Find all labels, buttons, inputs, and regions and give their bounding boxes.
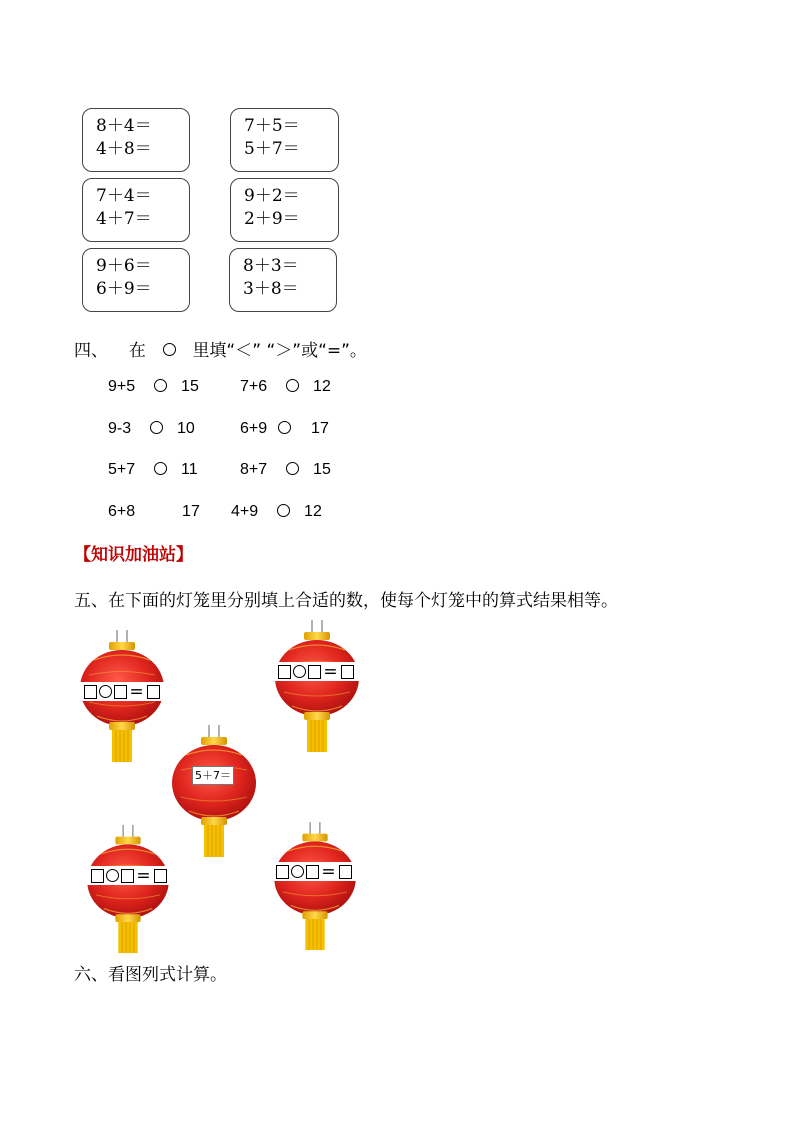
- lantern-5: [271, 822, 359, 952]
- lantern-center: [170, 725, 258, 859]
- blank-square-icon[interactable]: [306, 865, 319, 879]
- comparison-item: [240, 378, 331, 396]
- lantern-4: [84, 825, 172, 955]
- section-text: 里填“＜” “＞”或“=”。: [192, 341, 367, 361]
- blank-circle-icon[interactable]: [99, 685, 112, 698]
- equation-line: 7＋4＝: [96, 186, 152, 206]
- blank-square-icon[interactable]: [147, 685, 160, 699]
- center-lantern-label: 5＋7＝: [192, 766, 234, 785]
- number: 11: [181, 461, 198, 478]
- equation-box-5: [82, 248, 190, 312]
- equation-box-2: [230, 108, 339, 172]
- section-5-heading: 五、在下面的灯笼里分别填上合适的数，使每个灯笼中的算式结果相等。: [74, 591, 618, 611]
- comparison-item: [108, 420, 195, 438]
- circle-icon[interactable]: [154, 379, 167, 392]
- circle-icon[interactable]: [286, 379, 299, 392]
- comparison-item: [240, 461, 331, 479]
- blank-square-icon[interactable]: [339, 865, 352, 879]
- equation-box-3: [82, 178, 190, 242]
- comparison-item: [108, 378, 199, 396]
- blank-square-icon[interactable]: [114, 685, 127, 699]
- equation-line: 8＋3＝: [243, 256, 299, 276]
- expression: 5+7: [108, 461, 136, 478]
- blank-circle-icon[interactable]: [293, 665, 306, 678]
- circle-icon[interactable]: [278, 421, 291, 434]
- section-text: 在: [128, 341, 146, 361]
- equation-line: 4＋7＝: [96, 209, 152, 229]
- circle-icon[interactable]: [150, 421, 163, 434]
- knowledge-title: 【知识加油站】: [74, 545, 193, 565]
- blank-square-icon[interactable]: [308, 665, 321, 679]
- section-number: 四、: [74, 341, 108, 361]
- number: 17: [182, 503, 200, 520]
- expression: 6+8: [108, 503, 136, 520]
- circle-icon[interactable]: [154, 462, 167, 475]
- blank-square-icon[interactable]: [341, 665, 354, 679]
- equation-line: 5＋7＝: [244, 139, 300, 159]
- lantern-2: [273, 620, 361, 754]
- lantern-2-equation: =: [270, 662, 362, 681]
- blank-square-icon[interactable]: [91, 869, 104, 883]
- expression: 4+9: [231, 503, 259, 520]
- equation-box-6: [229, 248, 337, 312]
- number: 10: [177, 420, 195, 437]
- comparison-item: [108, 503, 200, 521]
- blank-circle-icon[interactable]: [106, 869, 119, 882]
- number: 15: [313, 461, 331, 478]
- lantern-4-equation: =: [84, 866, 174, 885]
- expression: 7+6: [240, 378, 268, 395]
- comparison-item: [231, 503, 322, 521]
- equation-line: 9＋2＝: [244, 186, 300, 206]
- circle-icon[interactable]: [277, 504, 290, 517]
- blank-square-icon[interactable]: [276, 865, 289, 879]
- circle-icon: [163, 343, 176, 356]
- equation-line: 7＋5＝: [244, 116, 300, 136]
- lantern-5-equation: =: [268, 862, 360, 881]
- expression: 6+9: [240, 420, 268, 437]
- circle-icon[interactable]: [286, 462, 299, 475]
- blank-circle-icon[interactable]: [291, 865, 304, 878]
- lantern-1-equation: =: [76, 682, 168, 701]
- number: 12: [313, 378, 331, 395]
- blank-square-icon[interactable]: [154, 869, 167, 883]
- equation-line: 6＋9＝: [96, 279, 152, 299]
- equation-line: 8＋4＝: [96, 116, 152, 136]
- expression: 9+5: [108, 378, 136, 395]
- comparison-item: [108, 461, 198, 479]
- section-6-heading: 六、看图列式计算。: [74, 965, 227, 985]
- section-4-heading: [74, 336, 367, 361]
- number: 12: [304, 503, 322, 520]
- expression: 8+7: [240, 461, 268, 478]
- blank-square-icon[interactable]: [121, 869, 134, 883]
- equation-line: 2＋9＝: [244, 209, 300, 229]
- equation-box-4: [230, 178, 339, 242]
- expression: 9-3: [108, 420, 132, 437]
- blank-square-icon[interactable]: [278, 665, 291, 679]
- equation-line: 3＋8＝: [243, 279, 299, 299]
- equation-line: 9＋6＝: [96, 256, 152, 276]
- number: 15: [181, 378, 199, 395]
- blank-square-icon[interactable]: [84, 685, 97, 699]
- equation-box-1: [82, 108, 190, 172]
- comparison-item: [240, 420, 329, 438]
- number: 17: [311, 420, 329, 437]
- equation-line: 4＋8＝: [96, 139, 152, 159]
